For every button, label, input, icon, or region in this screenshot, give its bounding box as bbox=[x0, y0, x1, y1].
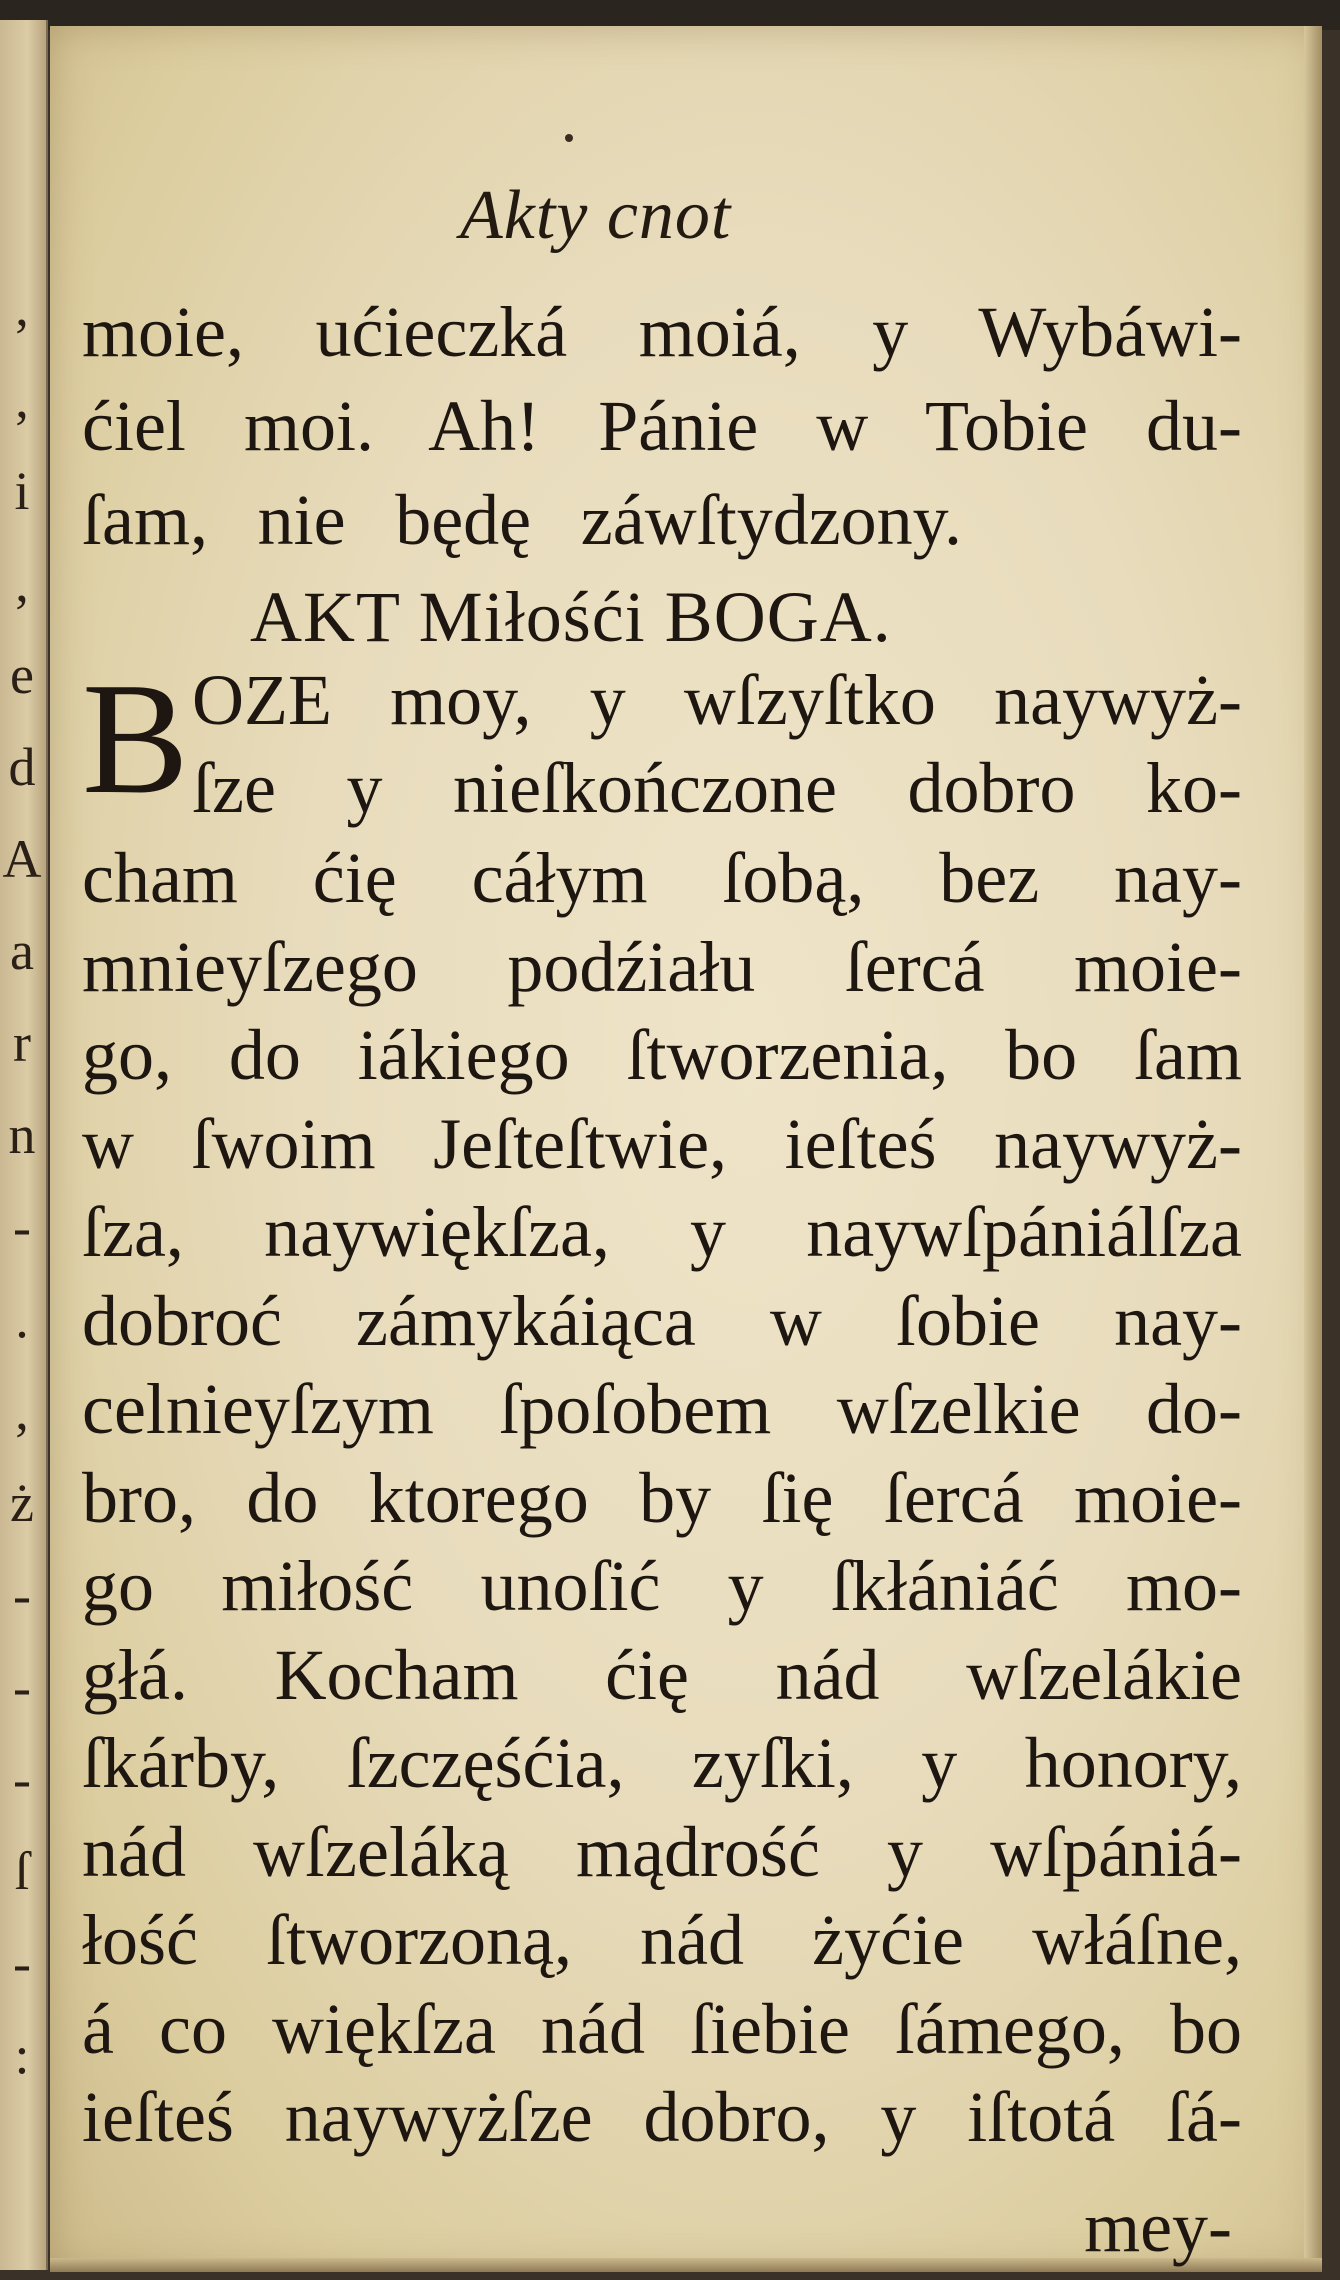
margin-glyph: ſ bbox=[14, 1841, 30, 1901]
margin-glyph: d bbox=[8, 737, 36, 797]
text-line: dobroć zámykáiąca w ſobie nay- bbox=[82, 1280, 1242, 1361]
text-line: ćiel moi. Ah! Pánie w Tobie du- bbox=[82, 386, 1242, 466]
book-page bbox=[50, 26, 1322, 2272]
margin-glyph: i bbox=[14, 461, 30, 521]
text-line: celnieyſzym ſpoſobem wſzelkie do- bbox=[82, 1369, 1242, 1449]
margin-glyph: : bbox=[14, 2025, 30, 2085]
text-line: OZE moy, y wſzyſtko naywyż- bbox=[192, 660, 1242, 740]
margin-glyph: r bbox=[13, 1013, 31, 1073]
text-line: mnieyſzego podźiału ſercá moie- bbox=[82, 926, 1242, 1007]
margin-glyph: e bbox=[10, 645, 34, 705]
page-edge bbox=[1304, 26, 1322, 2272]
catchword: mey- bbox=[1084, 2187, 1232, 2267]
section-heading: AKT Miłośći BOGA. bbox=[250, 577, 892, 657]
margin-glyph: A bbox=[2, 829, 42, 889]
margin-glyph: , bbox=[15, 277, 29, 337]
margin-glyph: - bbox=[13, 1657, 31, 1717]
text-line: bro, do ktorego by ſię ſercá moie- bbox=[82, 1457, 1242, 1538]
margin-glyph: , bbox=[15, 1381, 29, 1441]
text-line: głá. Kocham ćię nád wſzelákie bbox=[82, 1634, 1242, 1715]
margin-glyph: - bbox=[13, 1565, 31, 1625]
text-line: á co więkſza nád ſiebie ſámego, bo bbox=[82, 1988, 1242, 2069]
margin-glyph: - bbox=[13, 1197, 31, 1257]
margin-glyph: - bbox=[13, 1749, 31, 1809]
text-line: cham ćię cáłym ſobą, bez nay- bbox=[82, 838, 1242, 918]
running-header: Akty cnot bbox=[460, 177, 732, 254]
drop-cap: B bbox=[82, 649, 189, 827]
text-line: ſkárby, ſzczęśćia, zyſki, y honory, bbox=[82, 1723, 1242, 1803]
margin-glyph: , bbox=[15, 553, 29, 613]
text-line: go miłość unoſić y ſkłániáć mo- bbox=[82, 1546, 1242, 1626]
margin-glyph: ż bbox=[10, 1473, 34, 1533]
margin-glyph: a bbox=[10, 921, 34, 981]
text-line: ſam, nie będę záwſtydzony. bbox=[82, 480, 962, 560]
text-line: go, do iákiego ſtworzenia, bo ſam bbox=[82, 1015, 1242, 1095]
text-line: w ſwoim Jeſteſtwie, ieſteś naywyż- bbox=[82, 1103, 1242, 1184]
text-line: nád wſzeláką mądrość y wſpániá- bbox=[82, 1811, 1242, 1892]
margin-glyph: . bbox=[15, 1289, 29, 1349]
margin-glyph: n bbox=[8, 1105, 36, 1165]
margin-glyph: , bbox=[15, 369, 29, 429]
text-line: łość ſtworzoną, nád żyćie włáſne, bbox=[82, 1900, 1242, 1980]
previous-page-sliver bbox=[0, 20, 48, 2270]
text-line: ieſteś naywyżſze dobro, y iſtotá ſá- bbox=[82, 2077, 1242, 2157]
ink-dot bbox=[565, 134, 573, 142]
text-line: ſze y nieſkończone dobro ko- bbox=[192, 748, 1242, 828]
text-line: moie, ućieczká moiá, y Wybáwi- bbox=[82, 292, 1242, 372]
margin-glyph: - bbox=[13, 1933, 31, 1993]
text-line: ſza, naywiękſza, y naywſpániálſza bbox=[82, 1192, 1242, 1272]
